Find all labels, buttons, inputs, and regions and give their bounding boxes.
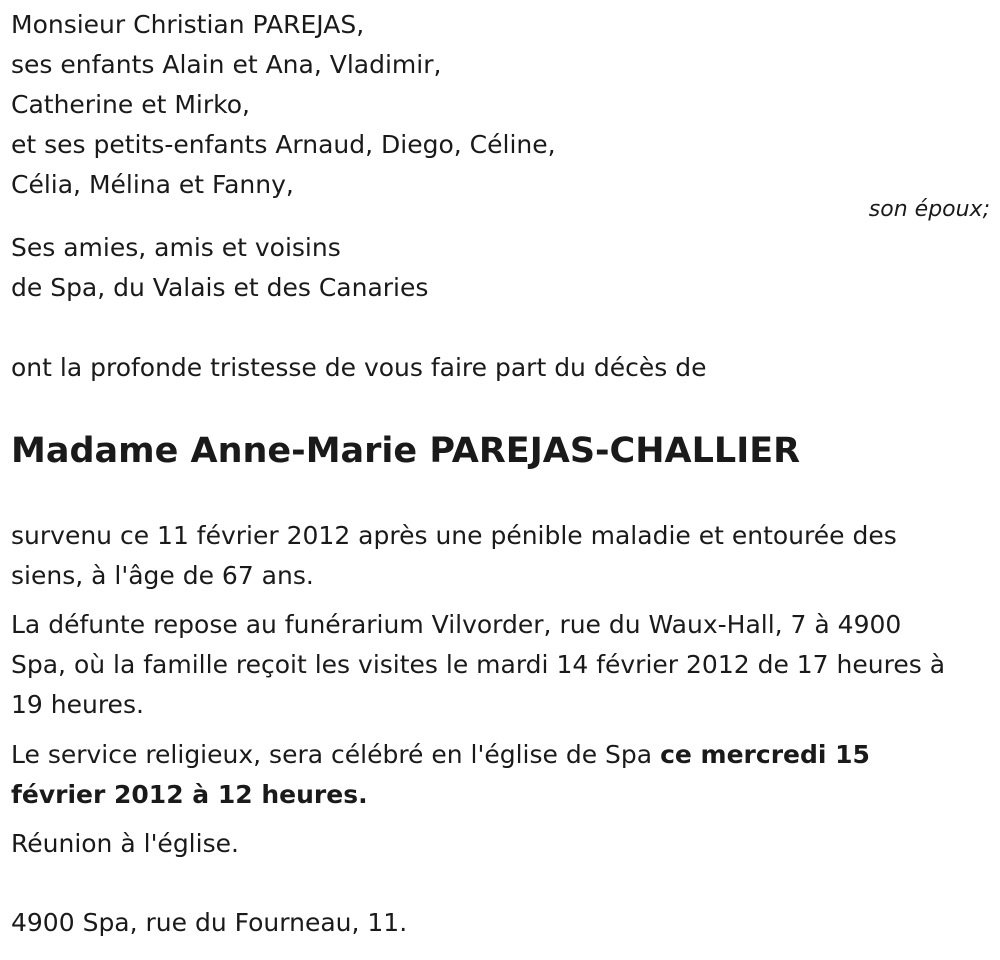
repose-line-1: La défunte repose au funérarium Vilvorder, rue du Waux-Hall, 7 à 4900 [11, 610, 902, 639]
death-line-2: siens, à l'âge de 67 ans. [11, 561, 314, 590]
relation-label: son époux; [868, 197, 990, 222]
family-line-2: ses enfants Alain et Ana, Vladimir, [11, 50, 442, 79]
repose-line-2: Spa, où la famille reçoit les visites le mardi 14 février 2012 de 17 heures à [11, 650, 946, 679]
service-line-1 [11, 740, 870, 770]
friends-line-1: Ses amies, amis et voisins [11, 233, 341, 262]
family-line-1: Monsieur Christian PAREJAS, [11, 10, 365, 39]
address-text: 4900 Spa, rue du Fourneau, 11. [11, 908, 408, 937]
reunion-text: Réunion à l'église. [11, 829, 239, 858]
family-line-3: Catherine et Mirko, [11, 90, 250, 119]
family-line-5: Célia, Mélina et Fanny, [11, 170, 294, 199]
service-date-part-1: ce mercredi 15 [660, 740, 870, 769]
service-text: Le service religieux, sera célébré en l'église de Spa [11, 740, 661, 769]
family-line-4: et ses petits-enfants Arnaud, Diego, Céline, [11, 130, 556, 159]
deceased-name: Madame Anne-Marie PAREJAS-CHALLIER [11, 431, 801, 471]
friends-line-2: de Spa, du Valais et des Canaries [11, 273, 429, 302]
repose-line-3: 19 heures. [11, 690, 144, 719]
service-date-part-2: février 2012 à 12 heures. [11, 780, 368, 809]
death-line-1: survenu ce 11 février 2012 après une pénible maladie et entourée des [11, 521, 897, 550]
announcement-text: ont la profonde tristesse de vous faire part du décès de [11, 353, 707, 382]
